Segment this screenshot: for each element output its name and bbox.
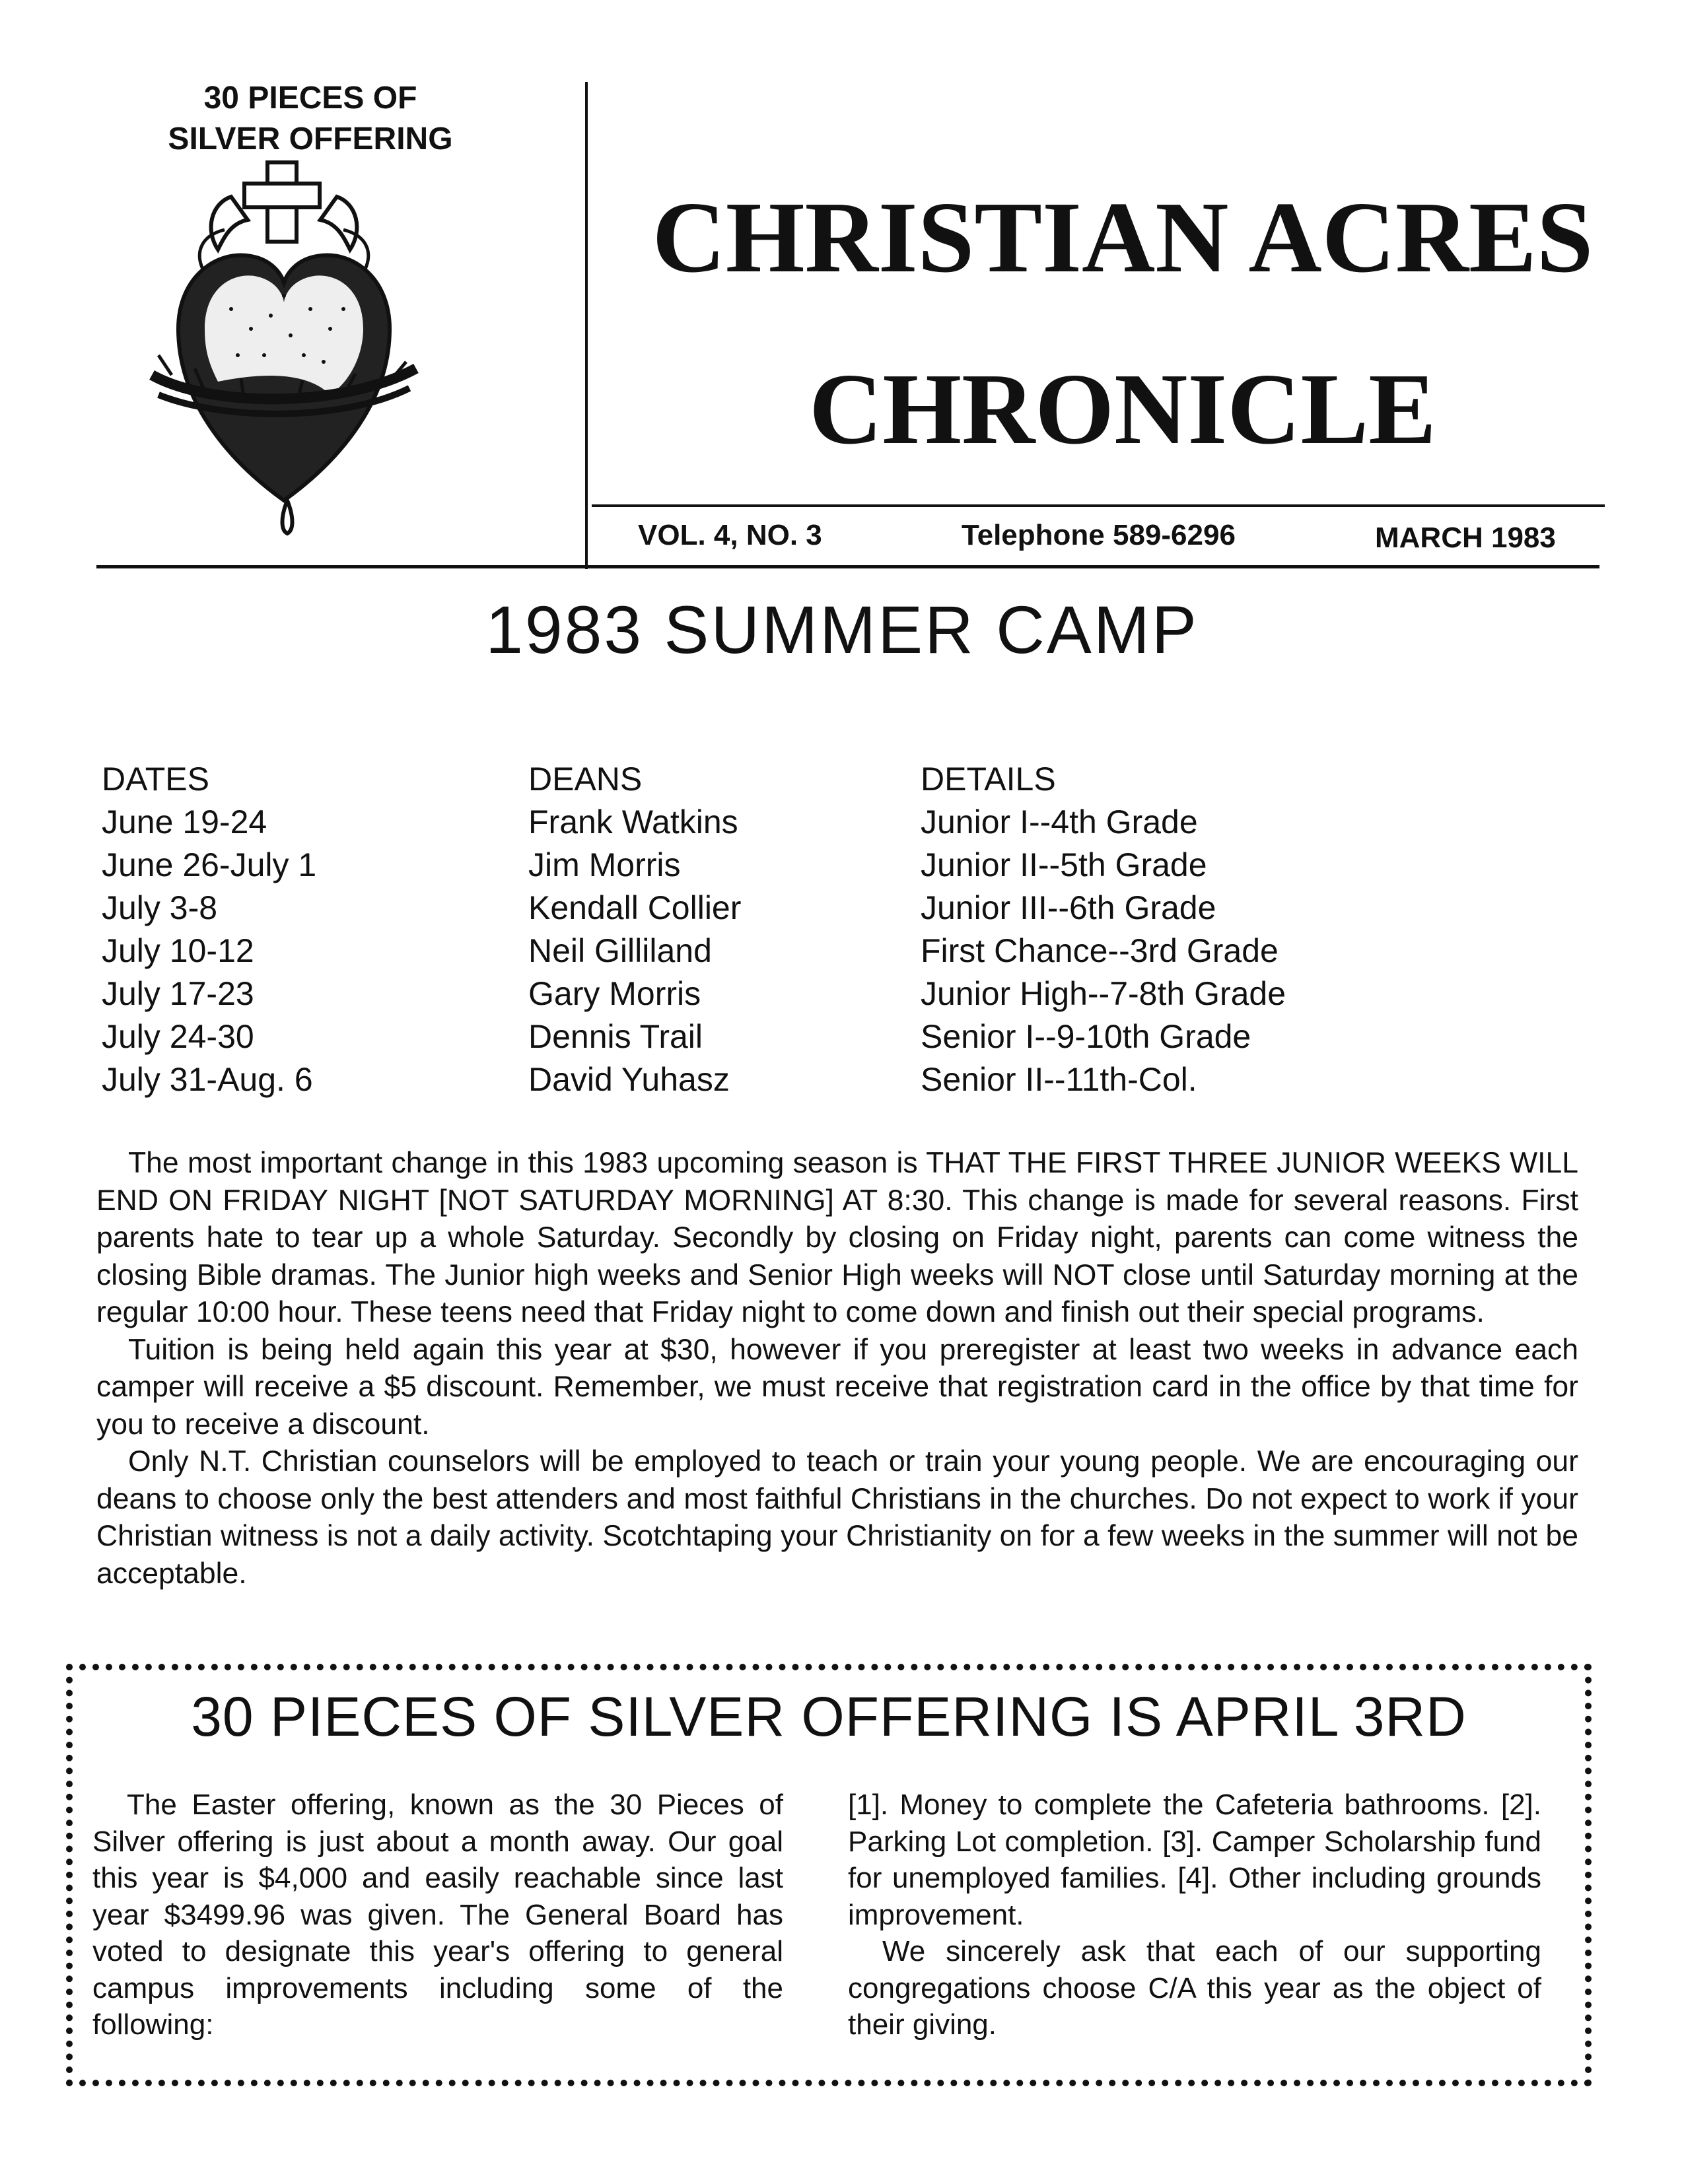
offering-paragraph: We sincerely ask that each of our supporting congregations choose C/A this year as the object of their giving.: [848, 1935, 1541, 2041]
issue-date: MARCH 1983: [1375, 522, 1556, 554]
date-row: June 26-July 1: [102, 846, 317, 883]
title-line1: CHRISTIAN ACRES: [652, 182, 1594, 294]
dean-row: David Yuhasz: [528, 1061, 730, 1098]
offering-left-column: [92, 1787, 783, 2043]
deans-column: [528, 758, 741, 1101]
deans-header: DEANS: [528, 761, 643, 798]
offering-caption-line1: 30 PIECES OF: [203, 81, 417, 116]
date-row: July 31-Aug. 6: [102, 1061, 313, 1098]
detail-row: Junior High--7-8th Grade: [921, 975, 1286, 1012]
heart-cross-logo-icon: [132, 157, 436, 540]
masthead-rule-top: [592, 504, 1605, 507]
offering-right-column: [848, 1787, 1541, 2043]
dean-row: Dennis Trail: [528, 1018, 703, 1055]
dean-row: Jim Morris: [528, 846, 681, 883]
article-paragraph: Tuition is being held again this year at $30, however if you preregister at least two weeks in advance each camper will receive a $5 discount. Remember, we must receive that registration card in the office by that time for you to receive a discount.: [96, 1333, 1578, 1441]
telephone: Telephone 589-6296: [962, 519, 1236, 551]
offering-caption-line2: SILVER OFFERING: [168, 121, 453, 156]
detail-row: Junior III--6th Grade: [921, 889, 1216, 926]
camp-article: [96, 1145, 1578, 1592]
date-row: July 17-23: [102, 975, 254, 1012]
volume-number: VOL. 4, NO. 3: [638, 519, 822, 551]
masthead-vertical-rule: [585, 82, 588, 569]
detail-row: First Chance--3rd Grade: [921, 932, 1279, 969]
dates-column: [102, 758, 316, 1101]
offering-paragraph: [1]. Money to complete the Cafeteria bathrooms. [2]. Parking Lot completion. [3]. Camper Scholarship fund for unemployed families. [4]. Other including grounds improvement.: [848, 1789, 1541, 1931]
date-row: July 24-30: [102, 1018, 254, 1055]
detail-row: Senior I--9-10th Grade: [921, 1018, 1251, 1055]
offering-paragraph: The Easter offering, known as the 30 Pieces of Silver offering is just about a month away. Our goal this year is $4,000 and easily reachable since last year $3499.96 was given. The General Board has voted to designate this year's offering to general campus improvements including some of the following:: [92, 1789, 783, 2041]
date-row: July 10-12: [102, 932, 254, 969]
detail-row: Junior I--4th Grade: [921, 803, 1198, 840]
title-line2: CHRONICLE: [809, 353, 1436, 465]
article-paragraph: The most important change in this 1983 upcoming season is THAT THE FIRST THREE JUNIOR WEEKS WILL END ON FRIDAY NIGHT [NOT SATURDAY MORNING] AT 8:30. This change is made for several reasons. First parents hate to tear up a whole Saturday. Secondly by closing on Friday night, parents can come witness the closing Bible dramas. The Junior high weeks and Senior High weeks will NOT close until Saturday morning at the regular 10:00 hour. These teens need that Friday night to come down and finish out their special programs.: [96, 1147, 1578, 1328]
offering-heading: 30 PIECES OF SILVER OFFERING IS APRIL 3RD: [191, 1686, 1467, 1748]
details-header: DETAILS: [921, 761, 1056, 798]
dean-row: Gary Morris: [528, 975, 701, 1012]
article-paragraph: Only N.T. Christian counselors will be employed to teach or train your young people. We are encouraging our deans to choose only the best attenders and most faithful Christians in the churches. Do not expect to work if your Christian witness is not a daily activity. Scotchtaping your Christianity on for a few weeks in the summer will not be acceptable.: [96, 1445, 1578, 1590]
masthead-rule-bottom: [96, 565, 1599, 568]
details-column: [921, 758, 1286, 1101]
detail-row: Junior II--5th Grade: [921, 846, 1207, 883]
date-row: July 3-8: [102, 889, 218, 926]
dates-header: DATES: [102, 761, 209, 798]
offering-caption: [99, 78, 522, 160]
date-row: June 19-24: [102, 803, 267, 840]
newsletter-title: [594, 152, 1651, 495]
detail-row: Senior II--11th-Col.: [921, 1061, 1197, 1098]
camp-heading: 1983 SUMMER CAMP: [485, 592, 1199, 667]
dean-row: Frank Watkins: [528, 803, 738, 840]
dean-row: Kendall Collier: [528, 889, 742, 926]
dean-row: Neil Gilliland: [528, 932, 712, 969]
